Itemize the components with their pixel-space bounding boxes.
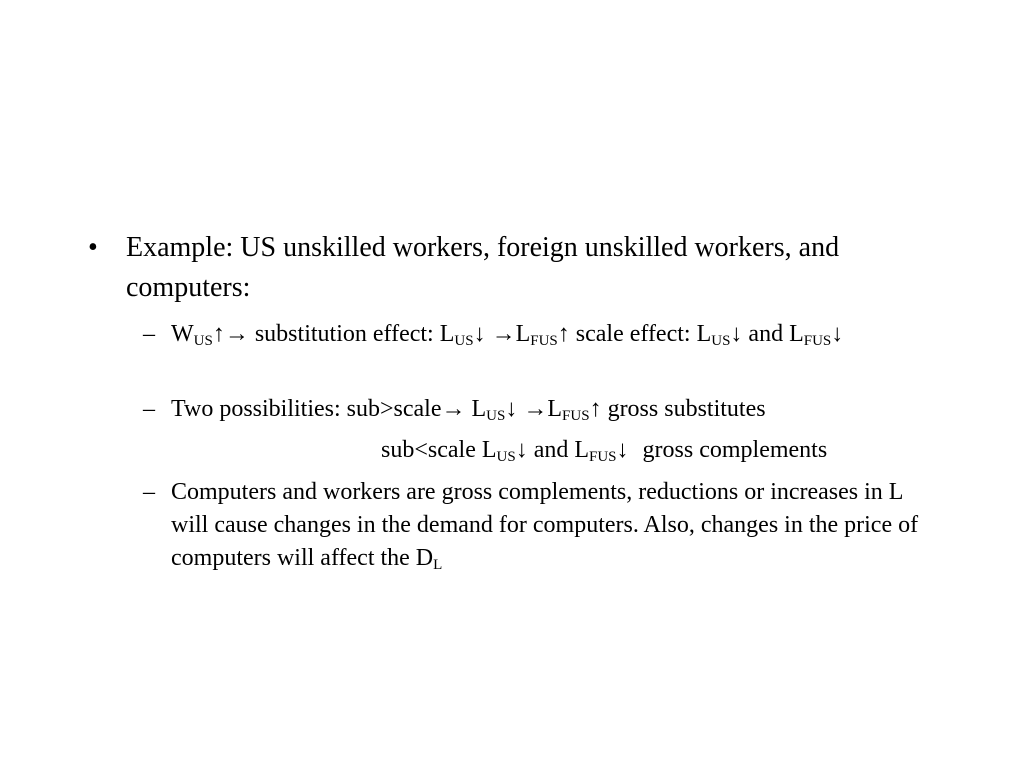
gross-complements-text: gross complements bbox=[642, 437, 828, 463]
computers-text: Computers and workers are gross complements, reductions or increases in L will cause changes in the demand for computers. Also, changes in the price of computers will affect the D bbox=[171, 479, 919, 571]
subscript-us: US bbox=[711, 333, 731, 349]
arrow-up-right: ↑→ bbox=[212, 321, 249, 347]
subitem-two-possibilities bbox=[143, 393, 933, 426]
scale-effect-text: ↑ scale effect: L bbox=[557, 321, 712, 347]
down-and-text: ↓ and L bbox=[515, 437, 589, 463]
subscript-fus: FUS bbox=[562, 408, 590, 424]
subitem-text bbox=[171, 393, 933, 426]
down-and-text: ↓ and bbox=[730, 321, 784, 347]
down-right-text: ↓ →L bbox=[473, 321, 531, 347]
subscript-fus: FUS bbox=[803, 333, 832, 349]
subitem-wage-effects bbox=[143, 318, 933, 351]
arrow-down: ↓ bbox=[831, 321, 844, 347]
subscript-fus: FUS bbox=[530, 333, 558, 349]
subitem-text bbox=[171, 318, 933, 351]
subscript-us: US bbox=[193, 333, 213, 349]
dash-marker: – bbox=[143, 479, 155, 505]
subitem-complements-line bbox=[381, 434, 827, 467]
subitem-computers-workers bbox=[143, 476, 933, 575]
arrow-down: ↓ bbox=[616, 437, 629, 463]
gross-substitutes-text: ↑ gross substitutes bbox=[589, 396, 766, 422]
dash-marker: – bbox=[143, 396, 155, 422]
var-l: L bbox=[789, 321, 804, 347]
down-right-text: ↓ →L bbox=[505, 396, 563, 422]
possibilities-lead: Two possibilities: sub>scale→ L bbox=[171, 396, 487, 422]
var-w: W bbox=[171, 321, 194, 347]
subscript-us: US bbox=[454, 333, 474, 349]
subitem-text bbox=[171, 476, 933, 575]
subscript-l: L bbox=[433, 557, 443, 573]
subscript-us: US bbox=[496, 449, 516, 465]
subscript-us: US bbox=[486, 408, 506, 424]
complements-lead: sub<scale L bbox=[381, 437, 497, 463]
bullet-marker: • bbox=[88, 232, 98, 263]
bullet-text: Example: US unskilled workers, foreign unskilled workers, and computers: bbox=[126, 232, 840, 303]
bullet-example bbox=[88, 228, 968, 308]
substitution-effect-text: substitution effect: L bbox=[248, 321, 455, 347]
subscript-fus: FUS bbox=[589, 449, 617, 465]
dash-marker: – bbox=[143, 321, 155, 347]
